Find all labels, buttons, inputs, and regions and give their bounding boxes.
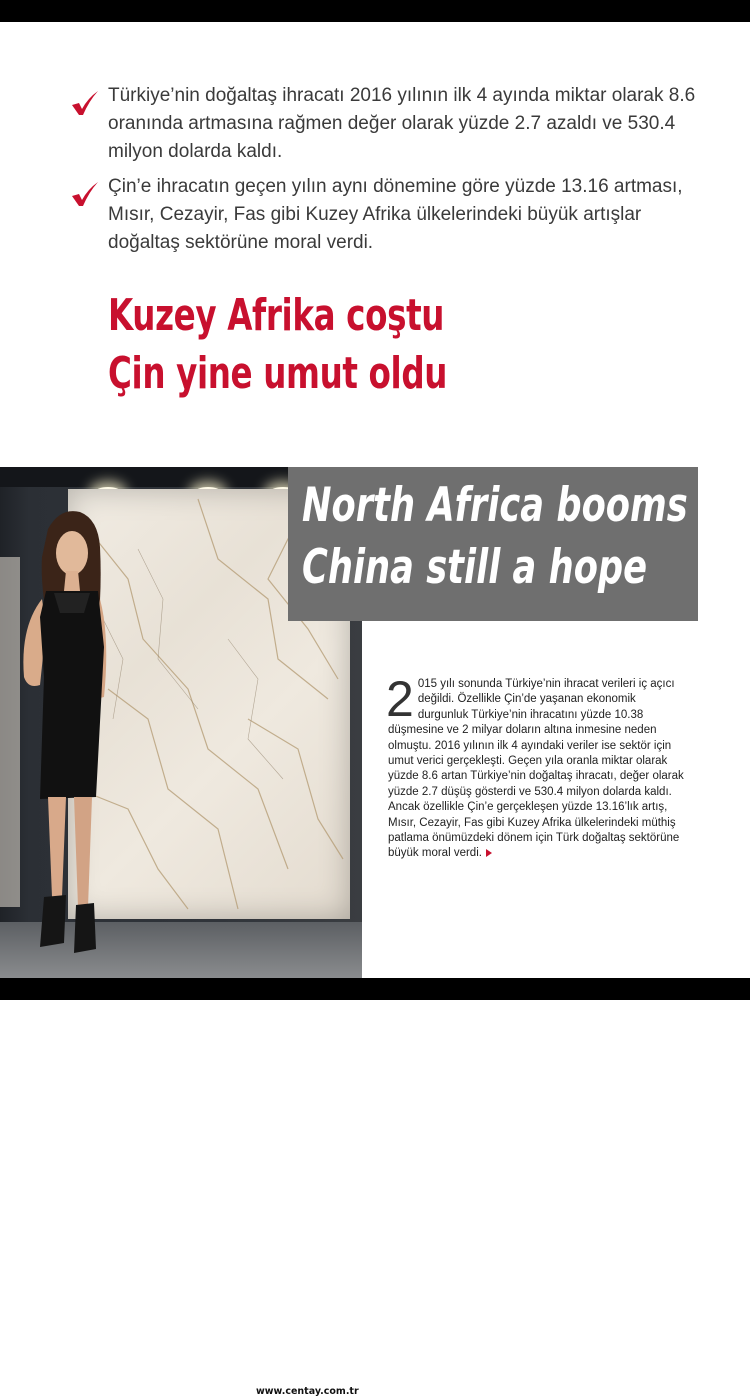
summary-bullets bbox=[70, 82, 710, 264]
end-mark-icon bbox=[486, 849, 492, 857]
article-body bbox=[386, 671, 688, 862]
checkmark-icon bbox=[70, 181, 100, 207]
bottom-bar bbox=[0, 978, 750, 1000]
article-text: 015 yılı sonunda Türkiye’nin ihracat verileri iç açıcı değildi. Özellikle Çin’de yaşanan ekonomik durgunluk Türkiye’nin ihracatını yüzde 10.38 düşmesine ve 2 milyar doların altına inmesine neden olmuştu. 2016 yılının ilk 4 ayındaki veriler ise sektör için umut verici gerçekleşti. Geçen yıla oranla miktar olarak yüzde 8.6 artan Türkiye’nin doğaltaş ihracatı, değer olarak yüzde 2.7 düşüş gösterdi ve 530.4 milyon dolarda kaldı. Ancak özellikle Çin’e gerçekleşen yüzde 13.16’lık artış, Mısır, Cezayir, Fas gibi Kuzey Afrika ülkelerindeki müthiş patlama önümüzdeki dönem için Türk doğaltaş sektörüne büyük moral verdi. bbox=[388, 678, 684, 860]
headline-line: Çin yine umut oldu bbox=[108, 348, 448, 399]
english-title-line: China still a hope bbox=[302, 540, 648, 595]
top-bar bbox=[0, 0, 750, 22]
headline-line: Kuzey Afrika coştu bbox=[108, 290, 445, 341]
english-title-line: North Africa booms bbox=[302, 478, 688, 533]
headline bbox=[108, 287, 493, 403]
english-title bbox=[302, 475, 688, 599]
bullet-text: Türkiye’nin doğaltaş ihracatı 2016 yılının ilk 4 ayında miktar olarak 8.6 oranında artmasına rağmen değer olarak yüzde 2.7 azaldı ve 530.4 milyon dolarda kaldı. bbox=[108, 85, 696, 162]
checkmark-icon bbox=[70, 90, 100, 116]
bullet-text: Çin’e ihracatın geçen yılın aynı dönemine göre yüzde 13.16 artması, Mısır, Cezayir, Fas gibi Kuzey Afrika ülkelerindeki büyük artışlar doğaltaş sektörüne moral verdi. bbox=[108, 176, 683, 253]
drop-cap: 2 bbox=[386, 671, 414, 727]
photo-credit: www.centay.com.tr bbox=[256, 1386, 359, 1397]
bullet-item bbox=[70, 173, 710, 257]
bullet-item bbox=[70, 82, 710, 166]
